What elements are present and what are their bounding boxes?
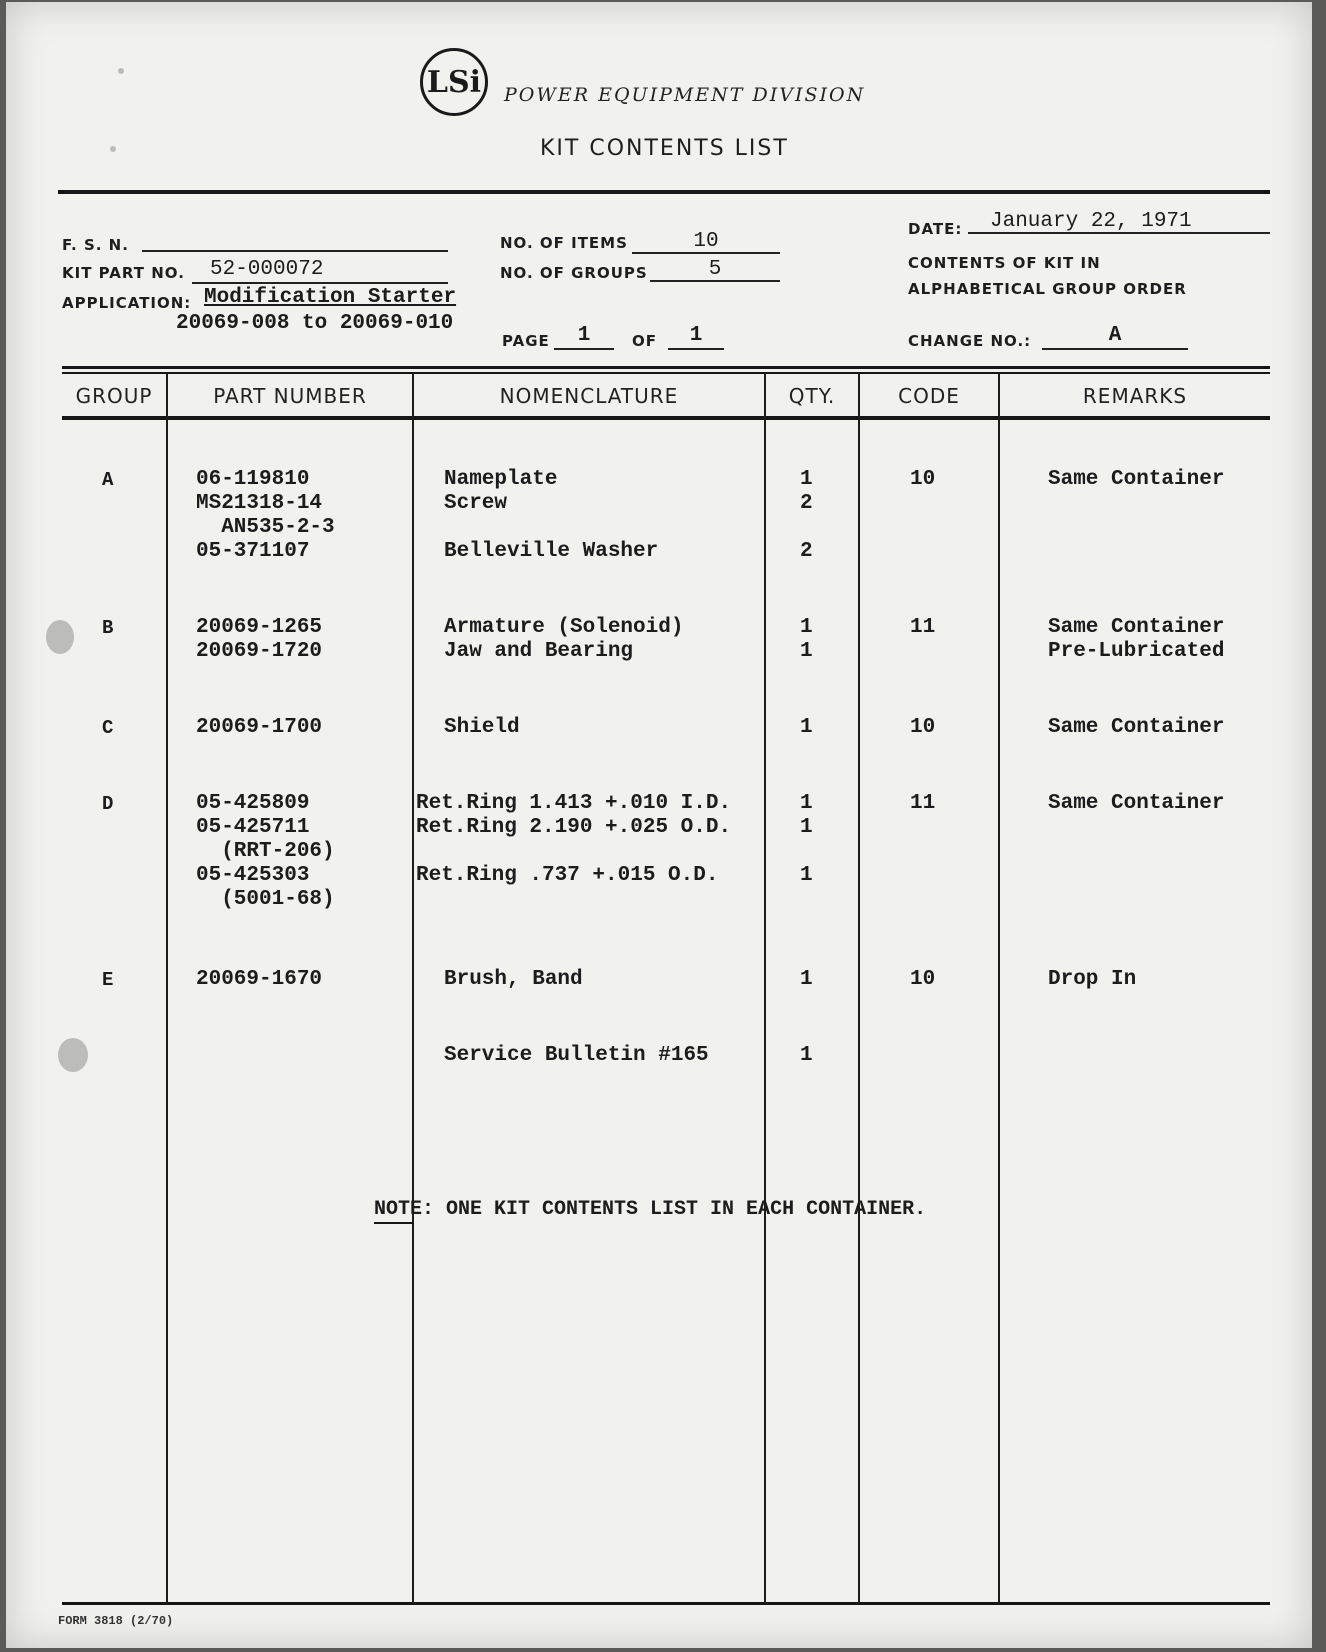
table-top-rule-2 <box>62 372 1270 374</box>
group-b-code: 11 <box>910 616 936 639</box>
group-e-code: 10 <box>910 968 936 991</box>
group-c-part-numbers: 20069-1700 <box>196 716 323 739</box>
kit-part-value: 52-000072 <box>210 258 324 281</box>
date-value: January 22, 1971 <box>968 210 1270 234</box>
document-title: KIT CONTENTS LIST <box>540 136 789 161</box>
divider-qty <box>858 372 860 1604</box>
col-header-remarks: REMARKS <box>1082 384 1188 408</box>
group-d-nomenclature: Ret.Ring 1.413 +.010 I.D. Ret.Ring 2.190 +.025 O.D. Ret.Ring .737 +.015 O.D. <box>416 792 732 887</box>
group-a-remarks: Same Container <box>1048 468 1225 491</box>
group-b-letter: B <box>102 617 114 639</box>
application-line2: 20069-008 to 20069-010 <box>176 312 454 335</box>
group-d-code: 11 <box>910 792 936 815</box>
col-header-nomenclature: NOMENCLATURE <box>499 384 679 408</box>
logo-text: LSi <box>426 64 482 100</box>
group-b-part-numbers: 20069-1265 20069-1720 <box>196 616 323 663</box>
col-header-group: GROUP <box>75 384 153 408</box>
group-a-code: 10 <box>910 468 936 491</box>
group-a-letter: A <box>102 469 114 491</box>
group-e-part-numbers: 20069-1670 <box>196 968 323 991</box>
change-label: CHANGE NO.: <box>908 332 1032 350</box>
page-label: PAGE <box>502 332 550 350</box>
group-a-qty: 1 2 2 <box>800 468 813 563</box>
application-label: APPLICATION: <box>62 294 192 312</box>
change-value: A <box>1042 324 1188 350</box>
divider-group <box>166 372 168 1604</box>
document-sheet <box>6 2 1312 1648</box>
service-bulletin-qty: 1 <box>800 1044 813 1067</box>
group-e-remarks: Drop In <box>1048 968 1137 991</box>
group-c-nomenclature: Shield <box>444 716 520 739</box>
date-label: DATE: <box>908 220 963 238</box>
group-e-letter: E <box>102 969 114 991</box>
group-c-code: 10 <box>910 716 936 739</box>
group-a-nomenclature: Nameplate Screw Belleville Washer <box>444 468 659 563</box>
of-label: OF <box>632 332 657 350</box>
group-b-nomenclature: Armature (Solenoid) Jaw and Bearing <box>444 616 684 663</box>
fsn-label: F. S. N. <box>62 236 129 254</box>
company-logo <box>420 48 488 116</box>
group-d-qty: 1 1 1 <box>800 792 813 887</box>
groups-value: 5 <box>650 258 780 282</box>
divider-part <box>412 372 414 1604</box>
divider-code <box>998 372 1000 1604</box>
table-top-rule-1 <box>62 366 1270 369</box>
items-value: 10 <box>632 230 780 254</box>
group-d-part-numbers: 05-425809 05-425711 (RRT-206) 05-425303 (5001-68) <box>196 792 335 911</box>
items-label: NO. OF ITEMS <box>500 234 628 252</box>
group-e-nomenclature: Brush, Band <box>444 968 583 991</box>
group-b-qty: 1 1 <box>800 616 813 663</box>
table-bottom-rule <box>62 1602 1270 1605</box>
group-d-letter: D <box>102 793 114 815</box>
groups-label: NO. OF GROUPS <box>500 264 648 282</box>
kit-part-label: KIT PART NO. <box>62 264 185 282</box>
col-header-qty: QTY. <box>788 384 836 408</box>
top-rule <box>58 190 1270 194</box>
fsn-field <box>142 232 448 252</box>
group-d-remarks: Same Container <box>1048 792 1225 815</box>
col-header-part-number: PART NUMBER <box>213 384 367 408</box>
contents-line1: CONTENTS OF KIT IN <box>908 254 1101 272</box>
col-header-code: CODE <box>898 384 960 408</box>
kit-part-field <box>192 258 448 284</box>
group-e-qty: 1 <box>800 968 813 991</box>
page-value: 1 <box>554 324 614 350</box>
division-name: POWER EQUIPMENT DIVISION <box>504 84 866 106</box>
note-underline <box>374 1222 414 1224</box>
table-header-rule <box>62 416 1270 420</box>
service-bulletin-nomenclature: Service Bulletin #165 <box>444 1044 709 1067</box>
of-value: 1 <box>668 324 724 350</box>
group-c-letter: C <box>102 717 114 739</box>
contents-line2: ALPHABETICAL GROUP ORDER <box>908 280 1187 298</box>
group-b-remarks: Same Container Pre-Lubricated <box>1048 616 1225 663</box>
container-note: NOTE: ONE KIT CONTENTS LIST IN EACH CONTAINER. <box>374 1198 927 1221</box>
divider-nomenclature <box>764 372 766 1604</box>
group-c-qty: 1 <box>800 716 813 739</box>
form-number: FORM 3818 (2/70) <box>58 1614 174 1628</box>
application-line1: Modification Starter <box>204 286 457 309</box>
group-a-part-numbers: 06-119810 MS21318-14 AN535-2-3 05-371107 <box>196 468 335 563</box>
group-c-remarks: Same Container <box>1048 716 1225 739</box>
